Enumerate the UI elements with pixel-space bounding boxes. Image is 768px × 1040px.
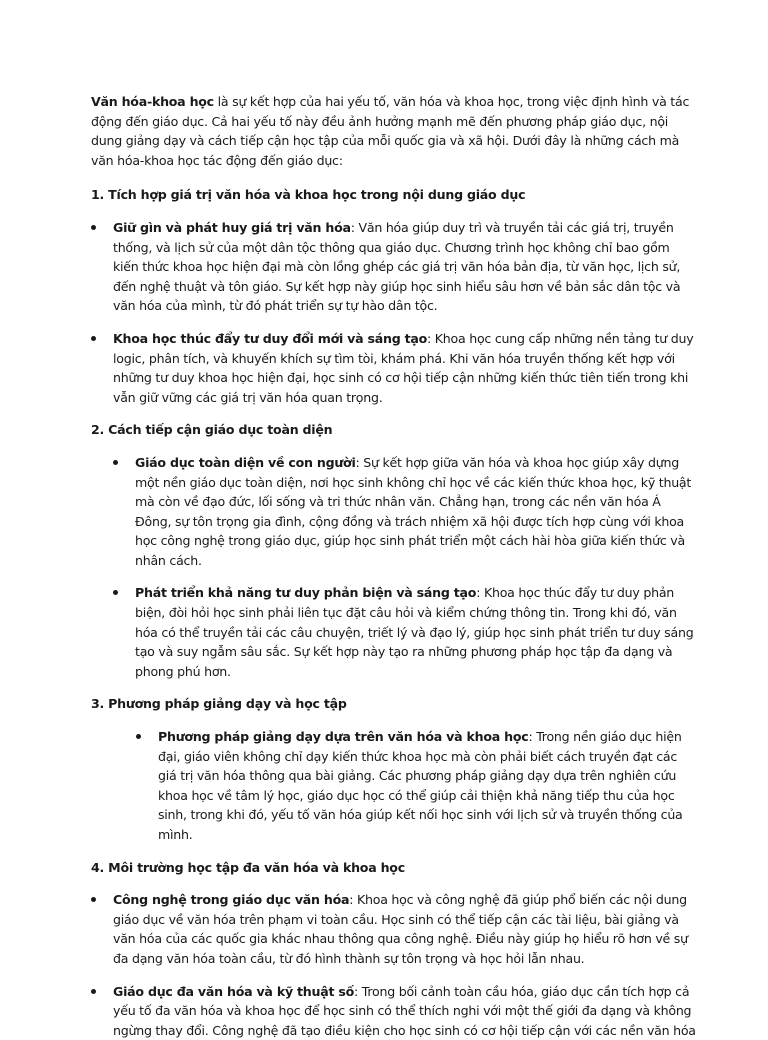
list-item-term: Phát triển khả năng tư duy phản biện và sáng tạo	[135, 585, 477, 601]
list-item	[135, 583, 698, 681]
intro-text: là sự kết hợp của hai yếu tố, văn hóa và khoa học, trong việc định hình và tác động đến giáo dục. Cả hai yếu tố này đều ảnh hưởng mạnh mẽ đến phương pháp giáo dục, nội dung giảng dạy và cách tiếp cận học tập của mỗi quốc gia và xã hội. Dưới đây là những cách mà văn hóa-khoa học tác động đến giáo dục:	[91, 94, 690, 168]
list-item-text: : Sự kết hợp giữa văn hóa và khoa học giúp xây dựng một nền giáo dục toàn diện, nơi học sinh không chỉ học về các kiến thức khoa học, kỹ thuật mà còn về đạo đức, lối sống và tri thức nhân văn. Chẳng hạn, trong các nền văn hóa Á Đông, sự tôn trọng gia đình, cộng đồng và trách nhiệm xã hội được tích hợp cùng với khoa học công nghệ trong giáo dục, giúp học sinh phát triển một cách hài hòa giữa kiến thức và nhân cách.	[135, 454, 692, 568]
section-4-heading: 4. Môi trường học tập đa văn hóa và khoa học	[91, 859, 405, 875]
section-3-heading: 3. Phương pháp giảng dạy và học tập	[91, 696, 347, 712]
intro-paragraph	[91, 92, 698, 170]
list-item-term: Giữ gìn và phát huy giá trị văn hóa	[113, 219, 351, 235]
list-item-term: Khoa học thúc đẩy tư duy đổi mới và sáng tạo	[113, 330, 428, 346]
section-1-list	[113, 218, 698, 407]
list-item-text: : Khoa học cung cấp những nền tảng tư duy logic, phân tích, và khuyến khích sự tìm tòi, khám phá. Khi văn hóa truyền thống kết hợp với những tư duy khoa học hiện đại, học sinh có cơ hội tiếp cận những kiến thức tiên tiến trong khi vẫn giữ vững các giá trị văn hóa quan trọng.	[113, 330, 694, 405]
list-item-text: : Khoa học và công nghệ đã giúp phổ biến các nội dung giáo dục về văn hóa trên phạm vi toàn cầu. Học sinh có thể tiếp cận các tài liệu, bài giảng và văn hóa của các quốc gia khác nhau thông qua công nghệ. Điều này giúp họ hiểu rõ hơn về sự đa dạng văn hóa toàn cầu, từ đó hình thành sự tôn trọng và học hỏi lẫn nhau.	[113, 892, 688, 966]
list-item-term: Giáo dục toàn diện về con người	[135, 454, 356, 470]
list-item	[158, 727, 698, 845]
list-item	[113, 982, 698, 1040]
intro-bold-term: Văn hóa-khoa học	[91, 94, 214, 109]
list-item	[113, 218, 698, 316]
section-2-list	[135, 453, 698, 682]
list-item	[113, 329, 698, 407]
list-item	[113, 890, 698, 968]
list-item-text: : Văn hóa giúp duy trì và truyền tải các giá trị, truyền thống, và lịch sử của một dân tộc thông qua giáo dục. Chương trình học không chỉ bao gồm kiến thức khoa học hiện đại mà còn lồng ghép các giá trị văn hóa bản địa, từ văn học, lịch sử, đến nghệ thuật và tôn giáo. Sự kết hợp này giúp học sinh hiểu sâu hơn về bản sắc dân tộc và văn hóa của mình, từ đó phát triển sự tự hào dân tộc.	[113, 219, 681, 314]
list-item-term: Phương pháp giảng dạy dựa trên văn hóa và khoa học	[158, 729, 529, 745]
list-item-term: Giáo dục đa văn hóa và kỹ thuật số	[113, 983, 355, 999]
section-2-heading: 2. Cách tiếp cận giáo dục toàn diện	[91, 422, 333, 438]
section-4-list	[113, 890, 698, 1040]
section-1-heading: 1. Tích hợp giá trị văn hóa và khoa học trong nội dung giáo dục	[91, 187, 526, 203]
list-item-text: : Khoa học thúc đẩy tư duy phản biện, đòi hỏi học sinh phải liên tục đặt câu hỏi và kiểm chứng thông tin. Trong khi đó, văn hóa có thể truyền tải các câu chuyện, triết lý và đạo lý, giúp học sinh phát triển tư duy sáng tạo và suy ngẫm sâu sắc. Sự kết hợp này tạo ra những phương pháp học tập đa dạng và phong phú hơn.	[135, 585, 694, 679]
list-item-text: : Trong nền giáo dục hiện đại, giáo viên không chỉ dạy kiến thức khoa học mà còn phải biết cách truyền đạt các giá trị văn hóa thông qua bài giảng. Các phương pháp giảng dạy dựa trên nghiên cứu khoa học về tâm lý học, giáo dục học có thể giúp cải thiện khả năng tiếp thu của học sinh, trong khi đó, yếu tố văn hóa giúp kết nối học sinh với lịch sử và truyền thống của mình.	[158, 729, 683, 842]
list-item	[135, 453, 698, 571]
list-item-text: : Trong bối cảnh toàn cầu hóa, giáo dục cần tích hợp cả yếu tố đa văn hóa và khoa học để học sinh có thể thích nghi với một thế giới đa dạng và không ngừng thay đổi. Công nghệ đã tạo điều kiện cho học sinh có cơ hội tiếp cận với các nền văn hóa	[113, 983, 696, 1038]
list-item-term: Công nghệ trong giáo dục văn hóa	[113, 892, 350, 908]
section-3-list	[158, 727, 698, 845]
